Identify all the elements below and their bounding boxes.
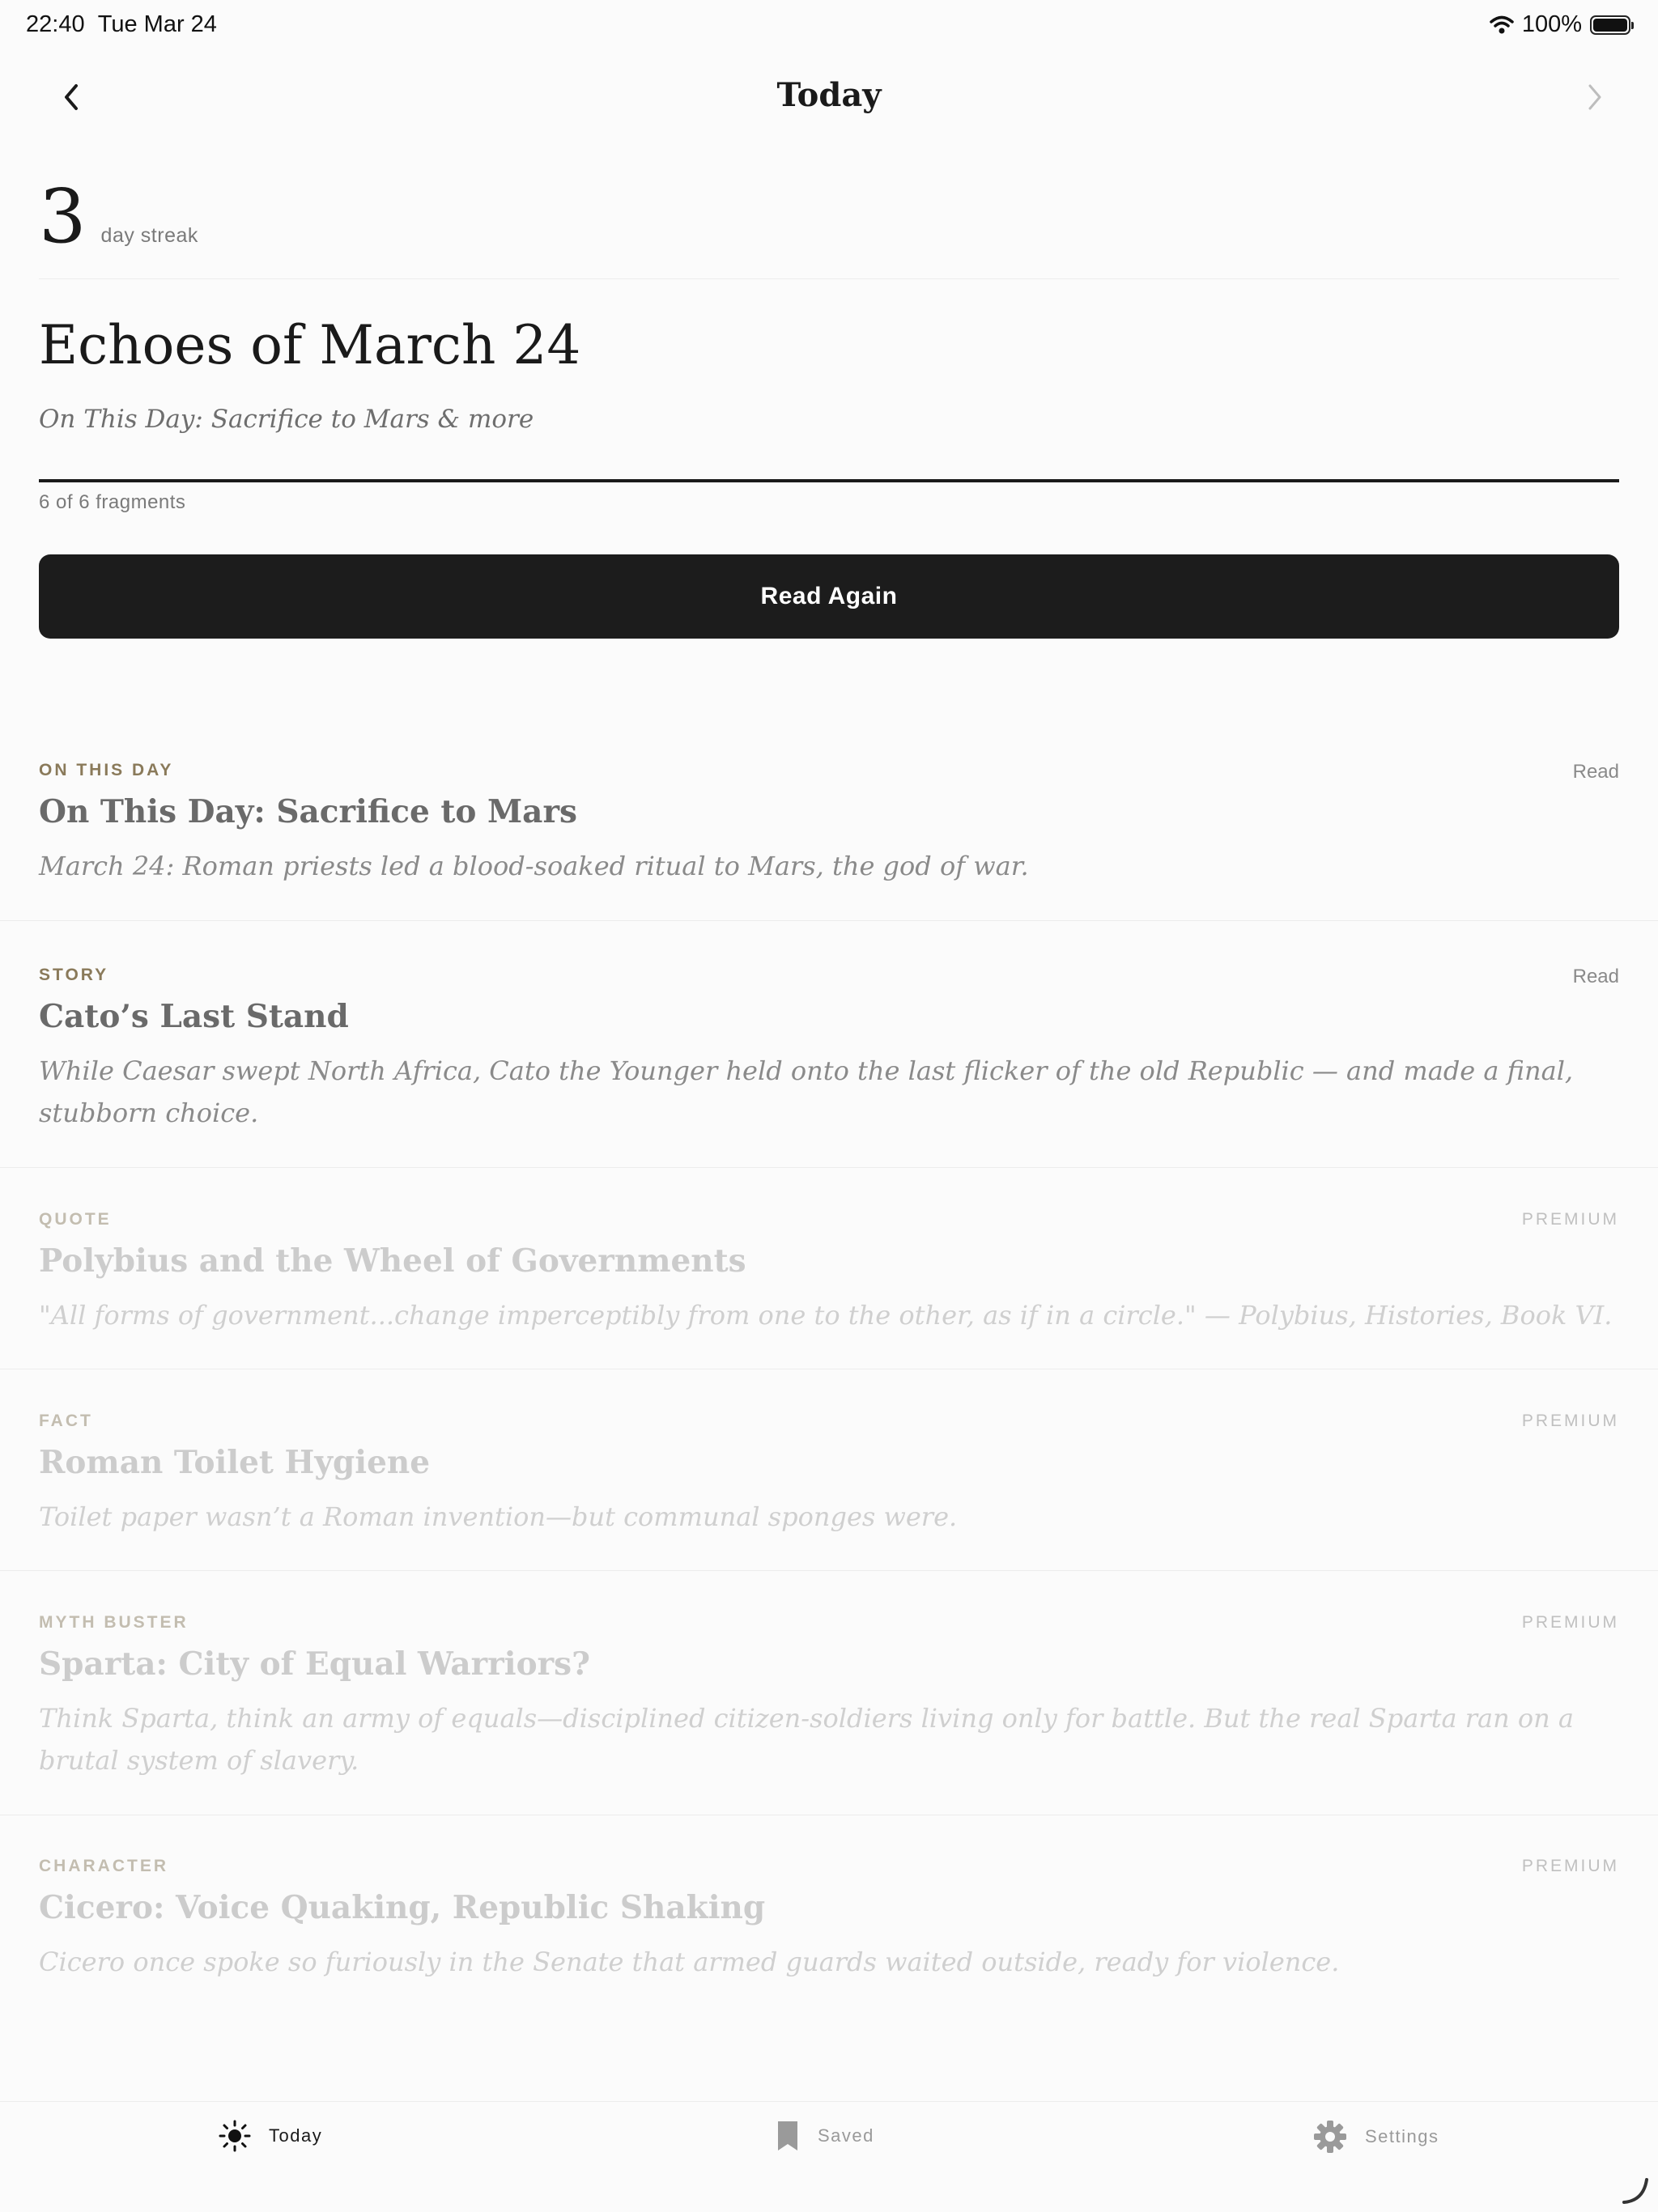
- status-clock: 22:40: [26, 11, 85, 37]
- tab-today[interactable]: [219, 2120, 322, 2152]
- premium-badge: PREMIUM: [1521, 1210, 1619, 1229]
- fragment-kicker: MYTH BUSTER: [39, 1613, 189, 1632]
- streak-label: day streak: [100, 224, 198, 247]
- gear-icon: [1313, 2120, 1347, 2154]
- fragment-kicker: STORY: [39, 966, 109, 984]
- fragment-kicker: QUOTE: [39, 1210, 112, 1229]
- fragment-title: Roman Toilet Hygiene: [39, 1444, 431, 1481]
- progress-bar: [39, 479, 1619, 482]
- divider: [0, 920, 1658, 921]
- progress-fill: [39, 479, 1619, 482]
- hero-subtitle: On This Day: Sacrifice to Mars & more: [39, 405, 534, 434]
- progress-label: 6 of 6 fragments: [39, 491, 186, 513]
- streak-count: 3: [39, 173, 87, 260]
- battery-fill: [1593, 19, 1627, 32]
- status-bar: [0, 0, 1658, 52]
- divider: [0, 1167, 1658, 1168]
- fragment-kicker: ON THIS DAY: [39, 761, 174, 779]
- fragment-description: March 24: Roman priests led a blood-soaked ritual to Mars, the god of war.: [39, 851, 1029, 881]
- streak: [39, 173, 198, 260]
- battery-percent: 100%: [1521, 11, 1582, 37]
- tab-label: Settings: [1365, 2126, 1439, 2146]
- status-indicators: [1490, 11, 1630, 38]
- premium-badge: PREMIUM: [1521, 1613, 1619, 1632]
- chevron-right-icon: [1585, 83, 1605, 112]
- premium-badge: PREMIUM: [1521, 1412, 1619, 1430]
- resize-handle-icon: [1619, 2173, 1652, 2206]
- premium-badge: PREMIUM: [1521, 1857, 1619, 1875]
- fragment-status: Read: [1572, 966, 1619, 987]
- hero-title: Echoes of March 24: [39, 314, 581, 376]
- fragment-title: Cicero: Voice Quaking, Republic Shaking: [39, 1889, 766, 1926]
- sun-icon: [219, 2120, 251, 2152]
- fragment-description: While Caesar swept North Africa, Cato the Younger held onto the last flicker of the old Republic — and made a final, stubborn choice.: [39, 1055, 1574, 1128]
- fragment-kicker: FACT: [39, 1412, 93, 1430]
- read-again-button[interactable]: Read Again: [39, 554, 1619, 639]
- fragment-title: Cato’s Last Stand: [39, 998, 349, 1035]
- divider: [39, 278, 1619, 279]
- tab-label: Today: [269, 2125, 323, 2146]
- fragment-title: Sparta: City of Equal Warriors?: [39, 1645, 590, 1683]
- fragment-description: Cicero once spoke so furiously in the Senate that armed guards waited outside, ready for violence.: [39, 1947, 1340, 1977]
- divider: [0, 1570, 1658, 1571]
- page-title: Today: [776, 76, 882, 114]
- fragment-title: On This Day: Sacrifice to Mars: [39, 793, 577, 830]
- tab-saved[interactable]: [776, 2120, 874, 2152]
- status-date: Tue Mar 24: [97, 11, 217, 37]
- tab-bar: [0, 2101, 1658, 2212]
- fragment-kicker: CHARACTER: [39, 1857, 168, 1875]
- fragment-description: "All forms of government...change imperceptibly from one to the other, as if in a circle." — Polybius, Histories, Book VI.: [39, 1300, 1613, 1331]
- tab-settings[interactable]: [1313, 2120, 1439, 2154]
- status-time: [26, 11, 217, 38]
- wifi-icon: [1490, 15, 1514, 35]
- fragment-status: Read: [1572, 761, 1619, 783]
- nav-bar: [0, 65, 1658, 129]
- battery-icon: [1590, 15, 1630, 35]
- tab-label: Saved: [818, 2125, 874, 2146]
- fragment-title: Polybius and the Wheel of Governments: [39, 1242, 746, 1280]
- bookmark-icon: [776, 2120, 800, 2152]
- fragment-description: Toilet paper wasn’t a Roman invention—but communal sponges were.: [39, 1501, 958, 1532]
- forward-button[interactable]: [1577, 79, 1613, 115]
- fragment-description: Think Sparta, think an army of equals—disciplined citizen-soldiers living only for battle. But the real Sparta ran on a brutal system of slavery.: [39, 1703, 1574, 1776]
